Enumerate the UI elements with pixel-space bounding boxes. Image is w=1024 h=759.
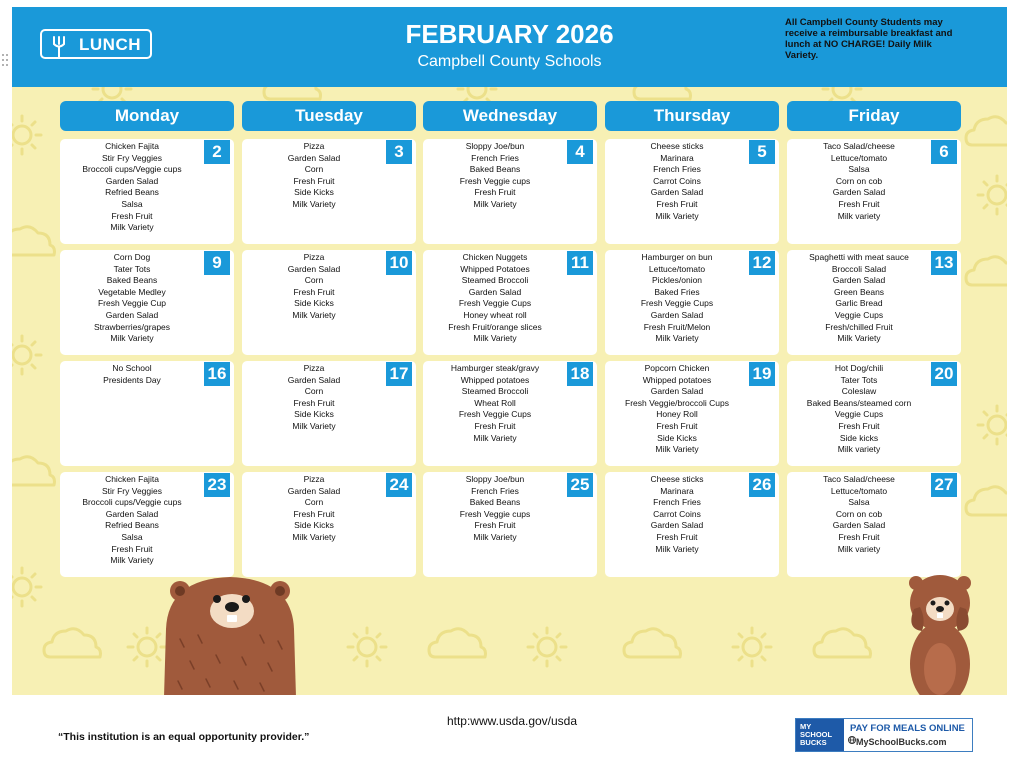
menu-item: Fresh Fruit bbox=[838, 531, 880, 542]
day-cell-friday bbox=[787, 250, 961, 355]
menu-items bbox=[429, 363, 561, 444]
menu-item: Chicken Fajita bbox=[105, 141, 159, 151]
menu-item: Garden Salad bbox=[650, 187, 704, 198]
menu-item: Fresh Fruit bbox=[474, 520, 516, 531]
menu-item: Garden Salad bbox=[287, 485, 341, 496]
menu-item: Corn Dog bbox=[113, 252, 151, 262]
menu-item: Pickles/onion bbox=[651, 275, 703, 286]
groundhog-mascot bbox=[160, 569, 300, 695]
menu-item: French Fries bbox=[653, 497, 701, 508]
menu-item: Whipped Potatoes bbox=[460, 263, 530, 274]
day-cell-tuesday bbox=[242, 250, 416, 355]
date-number: 2 bbox=[204, 140, 230, 164]
date-number: 16 bbox=[204, 362, 230, 386]
date-number: 5 bbox=[749, 140, 775, 164]
menu-items bbox=[429, 474, 561, 544]
menu-item: Corn bbox=[304, 275, 324, 286]
pay-online-label: PAY FOR MEALS ONLINE bbox=[850, 723, 965, 734]
day-header-thursday: Thursday bbox=[605, 101, 779, 131]
menu-item: Broccoli Salad bbox=[831, 263, 887, 274]
menu-item: Cheese sticks bbox=[650, 141, 704, 151]
menu-item: Fresh Fruit bbox=[656, 420, 698, 431]
menu-item: Milk Variety bbox=[473, 531, 517, 542]
menu-item: Lettuce/tomato bbox=[830, 152, 888, 163]
date-number: 19 bbox=[749, 362, 775, 386]
menu-item: Carrot Coins bbox=[653, 508, 701, 519]
menu-item: Garden Salad bbox=[650, 520, 704, 531]
menu-item: Side Kicks bbox=[657, 432, 697, 443]
menu-item: Stir Fry Veggies bbox=[102, 152, 162, 163]
menu-items bbox=[248, 141, 380, 211]
menu-item: Fresh Fruit bbox=[293, 508, 335, 519]
usda-url[interactable]: http:www.usda.gov/usda bbox=[446, 714, 578, 728]
no-charge-notice: All Campbell County Students may receive a reimbursable breakfast and lunch at NO CHARGE! Daily Milk Variety. bbox=[785, 17, 953, 61]
menu-item: Stir Fry Veggies bbox=[102, 485, 162, 496]
day-header-wednesday: Wednesday bbox=[423, 101, 597, 131]
menu-item: Garden Salad bbox=[832, 275, 886, 286]
menu-item: Lettuce/tomato bbox=[830, 485, 888, 496]
menu-item: Fresh Fruit bbox=[474, 187, 516, 198]
myschoolbucks-logo: MY SCHOOL BUCKS bbox=[796, 719, 844, 751]
menu-item: Pizza bbox=[303, 474, 325, 484]
menu-items bbox=[66, 363, 198, 386]
menu-item: Whipped potatoes bbox=[642, 374, 712, 385]
menu-item: Garden Salad bbox=[105, 175, 159, 186]
equal-opportunity-statement: “This institution is an equal opportunity provider.” bbox=[58, 731, 310, 743]
drag-grip-icon[interactable] bbox=[1, 52, 11, 72]
menu-item: Popcorn Chicken bbox=[644, 363, 710, 373]
menu-item: Steamed Broccoli bbox=[461, 386, 529, 397]
menu-item: Baked Beans bbox=[469, 164, 521, 175]
date-number: 3 bbox=[386, 140, 412, 164]
page-title: FEBRUARY 2026 bbox=[405, 19, 614, 49]
menu-item: Fresh/chilled Fruit bbox=[825, 321, 893, 332]
menu-item: Lettuce/tomato bbox=[648, 263, 706, 274]
menu-item: Milk Variety bbox=[473, 198, 517, 209]
day-cell-thursday bbox=[605, 472, 779, 577]
menu-item: Fresh Fruit bbox=[474, 420, 516, 431]
day-header-tuesday: Tuesday bbox=[242, 101, 416, 131]
menu-items bbox=[793, 141, 925, 222]
menu-item: French Fries bbox=[653, 164, 701, 175]
menu-item: Salsa bbox=[121, 531, 143, 542]
date-number: 6 bbox=[931, 140, 957, 164]
menu-items bbox=[66, 474, 198, 567]
menu-item: Corn bbox=[304, 497, 324, 508]
menu-item: Coleslaw bbox=[841, 386, 877, 397]
menu-items bbox=[793, 363, 925, 456]
menu-item: Fresh Fruit bbox=[111, 210, 153, 221]
menu-item: Fresh Fruit/Melon bbox=[643, 321, 711, 332]
day-cell-wednesday bbox=[423, 139, 597, 244]
menu-item: Baked Beans/steamed corn bbox=[806, 397, 912, 408]
menu-item: Corn bbox=[304, 386, 324, 397]
day-cell-thursday bbox=[605, 250, 779, 355]
menu-item: Cheese sticks bbox=[650, 474, 704, 484]
menu-items bbox=[429, 141, 561, 211]
menu-item: Fresh Veggie/broccoli Cups bbox=[625, 397, 729, 408]
day-cell-monday bbox=[60, 250, 234, 355]
menu-item: Chicken Nuggets bbox=[462, 252, 528, 262]
menu-item: Garden Salad bbox=[832, 520, 886, 531]
menu-item: Fresh Fruit bbox=[293, 175, 335, 186]
menu-item: Fresh Fruit bbox=[838, 420, 880, 431]
menu-item: Whipped potatoes bbox=[460, 374, 530, 385]
menu-item: Garlic Bread bbox=[835, 298, 883, 309]
menu-page bbox=[12, 7, 1007, 695]
date-number: 23 bbox=[204, 473, 230, 497]
menu-item: Milk Variety bbox=[292, 309, 336, 320]
day-header-monday: Monday bbox=[60, 101, 234, 131]
menu-items bbox=[248, 474, 380, 544]
menu-item: No School bbox=[112, 363, 152, 373]
menu-item: Fresh Veggie cups bbox=[459, 175, 531, 186]
menu-item: Strawberries/grapes bbox=[93, 321, 171, 332]
menu-item: Corn bbox=[304, 164, 324, 175]
menu-item: Milk variety bbox=[837, 444, 881, 455]
day-cell-tuesday bbox=[242, 472, 416, 577]
menu-item: Milk variety bbox=[837, 210, 881, 221]
menu-item: Spaghetti with meat sauce bbox=[809, 252, 909, 262]
menu-item: Marinara bbox=[660, 485, 694, 496]
menu-item: Garden Salad bbox=[287, 374, 341, 385]
menu-item: Honey wheat roll bbox=[463, 309, 527, 320]
menu-item: Marinara bbox=[660, 152, 694, 163]
menu-item: Garden Salad bbox=[287, 263, 341, 274]
day-cell-thursday bbox=[605, 361, 779, 466]
menu-item: Garden Salad bbox=[650, 386, 704, 397]
day-cell-wednesday bbox=[423, 361, 597, 466]
menu-item: Fresh Fruit/orange slices bbox=[448, 321, 542, 332]
date-number: 25 bbox=[567, 473, 593, 497]
menu-item: French Fries bbox=[471, 152, 519, 163]
menu-items bbox=[429, 252, 561, 345]
menu-item: Sloppy Joe/bun bbox=[465, 141, 525, 151]
menu-item: Taco Salad/cheese bbox=[823, 141, 895, 151]
menu-item: Taco Salad/cheese bbox=[823, 474, 895, 484]
day-header-friday: Friday bbox=[787, 101, 961, 131]
day-cell-friday bbox=[787, 361, 961, 466]
menu-item: Presidents Day bbox=[103, 374, 161, 385]
menu-item: Fresh Veggie cups bbox=[459, 508, 531, 519]
menu-item: Broccoli cups/Veggie cups bbox=[82, 497, 182, 508]
menu-item: Carrot Coins bbox=[653, 175, 701, 186]
menu-item: Refried Beans bbox=[105, 187, 159, 198]
menu-item: Baked Fries bbox=[654, 286, 700, 297]
menu-item: Milk Variety bbox=[655, 444, 699, 455]
menu-item: Tater Tots bbox=[113, 263, 151, 274]
menu-item: Vegetable Medley bbox=[98, 286, 166, 297]
lunch-label: LUNCH bbox=[79, 35, 141, 54]
menu-item: Salsa bbox=[121, 198, 143, 209]
menu-item: Milk Variety bbox=[655, 543, 699, 554]
day-cell-tuesday bbox=[242, 139, 416, 244]
menu-item: Hamburger on bun bbox=[641, 252, 713, 262]
menu-items bbox=[611, 252, 743, 345]
date-number: 9 bbox=[204, 251, 230, 275]
day-cell-wednesday bbox=[423, 472, 597, 577]
menu-item: Sloppy Joe/bun bbox=[465, 474, 525, 484]
menu-item: Tater Tots bbox=[840, 374, 878, 385]
menu-item: Pizza bbox=[303, 252, 325, 262]
menu-item: Milk Variety bbox=[292, 531, 336, 542]
menu-item: Honey Roll bbox=[656, 409, 698, 420]
menu-item: Baked Beans bbox=[469, 497, 521, 508]
menu-item: Side Kicks bbox=[294, 409, 334, 420]
menu-item: Fresh Fruit bbox=[838, 198, 880, 209]
menu-item: Veggie Cups bbox=[834, 309, 884, 320]
menu-item: Milk Variety bbox=[473, 333, 517, 344]
menu-item: Hot Dog/chili bbox=[834, 363, 884, 373]
menu-item: Fresh Fruit bbox=[111, 543, 153, 554]
menu-item: Milk Variety bbox=[292, 420, 336, 431]
menu-item: Side Kicks bbox=[294, 520, 334, 531]
menu-item: Wheat Roll bbox=[474, 397, 516, 408]
day-cell-tuesday bbox=[242, 361, 416, 466]
menu-items bbox=[793, 252, 925, 345]
day-cell-wednesday bbox=[423, 250, 597, 355]
day-cell-monday bbox=[60, 139, 234, 244]
menu-item: Milk Variety bbox=[110, 222, 154, 233]
menu-item: Veggie Cups bbox=[834, 409, 884, 420]
menu-item: Side Kicks bbox=[294, 298, 334, 309]
menu-items bbox=[248, 252, 380, 322]
date-number: 10 bbox=[386, 251, 412, 275]
menu-item: Fresh Veggie Cups bbox=[458, 409, 532, 420]
menu-items bbox=[611, 474, 743, 555]
menu-item: Baked Beans bbox=[106, 275, 158, 286]
menu-item: Salsa bbox=[848, 497, 870, 508]
menu-item: Fresh Fruit bbox=[293, 397, 335, 408]
date-number: 13 bbox=[931, 251, 957, 275]
date-number: 4 bbox=[567, 140, 593, 164]
menu-items bbox=[66, 141, 198, 234]
menu-item: Fresh Veggie Cups bbox=[640, 298, 714, 309]
menu-item: Salsa bbox=[848, 164, 870, 175]
menu-item: Pizza bbox=[303, 141, 325, 151]
menu-item: Side kicks bbox=[839, 432, 879, 443]
day-cell-thursday bbox=[605, 139, 779, 244]
menu-item: Garden Salad bbox=[650, 309, 704, 320]
menu-item: Fresh Veggie Cup bbox=[97, 298, 167, 309]
menu-item: Fresh Fruit bbox=[293, 286, 335, 297]
menu-item: Milk Variety bbox=[655, 333, 699, 344]
menu-item: Garden Salad bbox=[105, 508, 159, 519]
menu-item: Milk Variety bbox=[473, 432, 517, 443]
date-number: 18 bbox=[567, 362, 593, 386]
menu-item: Garden Salad bbox=[287, 152, 341, 163]
header-banner bbox=[12, 7, 1007, 87]
date-number: 26 bbox=[749, 473, 775, 497]
menu-item: Garden Salad bbox=[468, 286, 522, 297]
menu-item: Chicken Fajita bbox=[105, 474, 159, 484]
date-number: 20 bbox=[931, 362, 957, 386]
menu-items bbox=[611, 141, 743, 222]
menu-item: Milk Variety bbox=[110, 333, 154, 344]
menu-item: Pizza bbox=[303, 363, 325, 373]
menu-item: Corn on cob bbox=[835, 175, 883, 186]
menu-item: Side Kicks bbox=[294, 187, 334, 198]
menu-items bbox=[66, 252, 198, 345]
menu-item: Corn on cob bbox=[835, 508, 883, 519]
day-cell-monday bbox=[60, 361, 234, 466]
date-number: 27 bbox=[931, 473, 957, 497]
menu-item: Milk variety bbox=[837, 543, 881, 554]
day-cell-monday bbox=[60, 472, 234, 577]
date-number: 11 bbox=[567, 251, 593, 275]
globe-icon bbox=[848, 736, 856, 744]
menu-item: Broccoli cups/Veggie cups bbox=[82, 164, 182, 175]
myschoolbucks-banner[interactable] bbox=[795, 718, 973, 752]
date-number: 17 bbox=[386, 362, 412, 386]
menu-item: Green Beans bbox=[833, 286, 885, 297]
myschoolbucks-site[interactable]: MySchoolBucks.com bbox=[856, 737, 947, 747]
menu-item: Milk Variety bbox=[110, 555, 154, 566]
menu-items bbox=[793, 474, 925, 555]
page-subtitle: Campbell County Schools bbox=[417, 53, 602, 70]
menu-item: Refried Beans bbox=[105, 520, 159, 531]
menu-item: Fresh Fruit bbox=[656, 198, 698, 209]
menu-items bbox=[611, 363, 743, 456]
menu-item: French Fries bbox=[471, 485, 519, 496]
menu-item: Milk Variety bbox=[292, 198, 336, 209]
menu-item: Fresh Fruit bbox=[656, 531, 698, 542]
date-number: 12 bbox=[749, 251, 775, 275]
menu-item: Steamed Broccoli bbox=[461, 275, 529, 286]
menu-item: Milk Variety bbox=[837, 333, 881, 344]
menu-items bbox=[248, 363, 380, 433]
day-cell-friday bbox=[787, 472, 961, 577]
day-cell-friday bbox=[787, 139, 961, 244]
date-number: 24 bbox=[386, 473, 412, 497]
menu-item: Fresh Veggie Cups bbox=[458, 298, 532, 309]
menu-item: Milk Variety bbox=[655, 210, 699, 221]
groundhog-mascot-peeking bbox=[900, 569, 982, 695]
menu-item: Garden Salad bbox=[832, 187, 886, 198]
menu-item: Hamburger steak/gravy bbox=[450, 363, 540, 373]
menu-item: Garden Salad bbox=[105, 309, 159, 320]
